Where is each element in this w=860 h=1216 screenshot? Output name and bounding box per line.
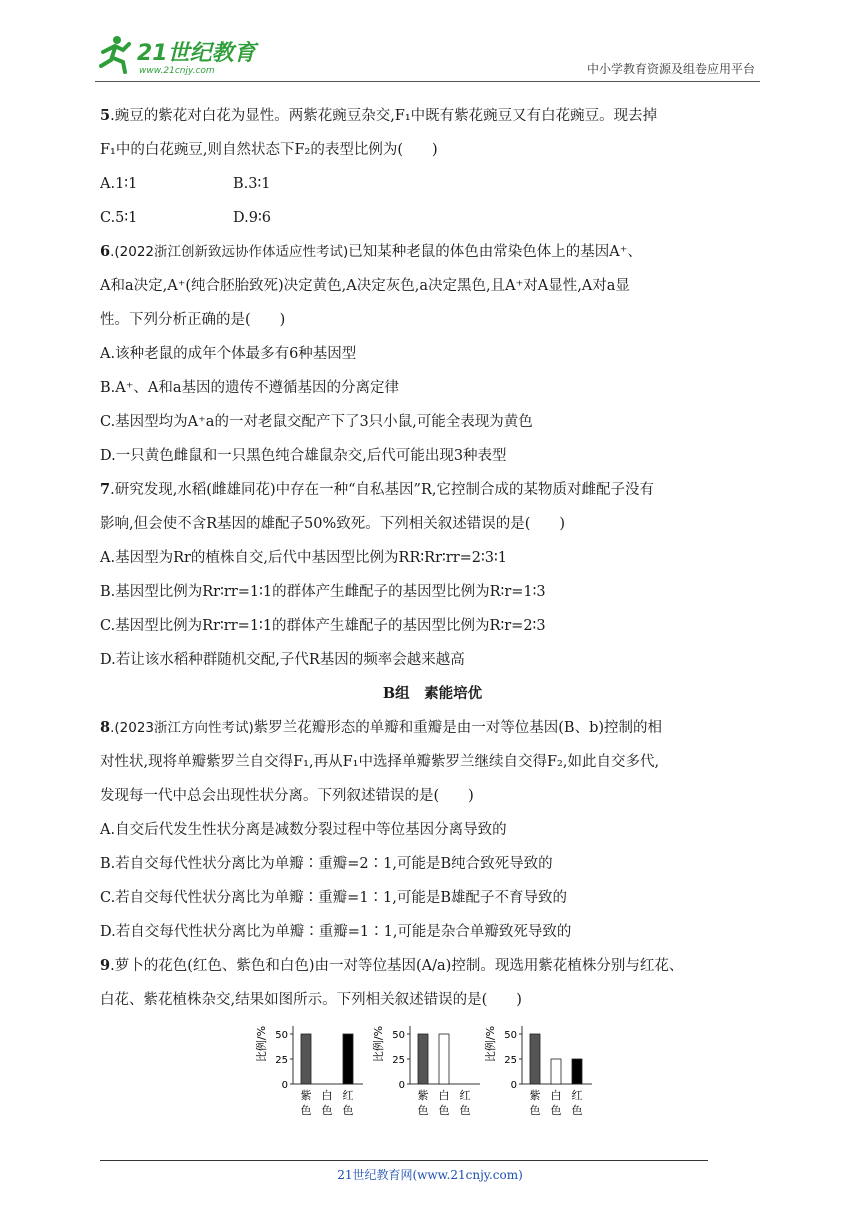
q7-option-d: D.若让该水稻种群随机交配,子代R基因的频率会越来越高 (100, 652, 465, 668)
chart-2-category-label: 红 (459, 1089, 471, 1102)
chart-3-category-label: 紫 (529, 1089, 541, 1102)
q5-line2: F₁中的白花豌豆,则自然状态下F₂的表型比例为( ) (100, 142, 438, 158)
q5-option-b: B.3∶1 (233, 176, 271, 192)
logo (95, 32, 285, 76)
q5-option-d: D.9∶6 (233, 210, 271, 226)
chart-2-category-label: 白 (438, 1089, 450, 1102)
q5-option-c: C.5∶1 (100, 210, 138, 226)
q7-option-c: C.基因型比例为Rr∶rr=1∶1的群体产生雄配子的基因型比例为R∶r=2∶3 (100, 618, 546, 634)
chart-1-category-label: 红 (342, 1089, 354, 1102)
q5-number: 5 (100, 107, 111, 124)
chart-1-category-label: 色 (321, 1104, 333, 1117)
q7-option-b: B.基因型比例为Rr∶rr=1∶1的群体产生雌配子的基因型比例为R∶r=1∶3 (100, 584, 546, 600)
q7-line2: 影响,但会使不含R基因的雄配子50%致死。下列相关叙述错误的是( ) (100, 516, 566, 532)
chart-3-bar (572, 1059, 582, 1084)
q6-number: 6 (100, 243, 111, 260)
q9-line2: 白花、紫花植株杂交,结果如图所示。下列相关叙述错误的是( ) (100, 992, 522, 1008)
chart-3-category-label: 红 (571, 1089, 583, 1102)
q8-option-d: D.若自交每代性状分离比为单瓣∶重瓣=1∶1,可能是杂合单瓣致死导致的 (100, 924, 572, 940)
q5-line1: 5.豌豆的紫花对白花为显性。两紫花豌豆杂交,F₁中既有紫花豌豆又有白花豌豆。现去掉 (100, 107, 658, 124)
runner-icon (101, 36, 129, 72)
q6-line2: A和a决定,A⁺(纯合胚胎致死)决定黄色,A决定灰色,a决定黑色,且A⁺对A显性,A对a显 (100, 278, 630, 294)
chart-1-category-label: 色 (342, 1104, 354, 1117)
footer-text: 21世纪教育网(www.21cnjy.com) (337, 1168, 523, 1182)
q8-option-b: B.若自交每代性状分离比为单瓣∶重瓣=2∶1,可能是B纯合致死导致的 (100, 856, 553, 872)
header-platform-text: 中小学教育资源及组卷应用平台 (586, 62, 755, 76)
q8-number: 8 (100, 719, 111, 736)
q8-option-a: A.自交后代发生性状分离是减数分裂过程中等位基因分离导致的 (100, 822, 507, 838)
chart-2-category-label: 色 (417, 1104, 429, 1117)
chart-3-bar (551, 1059, 561, 1084)
q6-source: .(2022浙江创新致远协作体适应性考试) (110, 244, 349, 260)
q9-figure (255, 1016, 615, 1126)
chart-2-bar (439, 1034, 449, 1084)
chart-3-category-label: 白 (550, 1089, 562, 1102)
chart-1-category-label: 紫 (300, 1089, 312, 1102)
q7-option-a: A.基因型为Rr的植株自交,后代中基因型比例为RR∶Rr∶rr=2∶3∶1 (100, 550, 508, 566)
q8-line3: 发现每一代中总会出现性状分离。下列叙述错误的是( ) (100, 788, 474, 804)
q9-number: 9 (100, 957, 111, 974)
q7-number: 7 (100, 481, 111, 498)
header-divider (95, 81, 760, 82)
logo-text: 21世纪教育 (137, 41, 256, 66)
q8-source: .(2023浙江方向性考试) (110, 720, 254, 736)
chart-3-tick-label: 25 (504, 1055, 517, 1066)
logo-url: www.21cnjy.com (139, 66, 215, 76)
chart-3-ylabel: 比例/% (484, 1025, 497, 1063)
chart-1-ylabel: 比例/% (255, 1025, 268, 1063)
q8-line1: 8.(2023浙江方向性考试)紫罗兰花瓣形态的单瓣和重瓣是由一对等位基因(B、b)控制的相 (100, 719, 663, 736)
q6-option-b: B.A⁺、A和a基因的遗传不遵循基因的分离定律 (100, 380, 400, 396)
chart-1-tick-label: 25 (275, 1055, 288, 1066)
chart-3-tick-label: 50 (504, 1030, 517, 1041)
footer-divider (100, 1160, 708, 1161)
chart-3-tick-label: 0 (510, 1080, 517, 1091)
chart-2-category-label: 色 (459, 1104, 471, 1117)
chart-2-tick-label: 50 (392, 1030, 405, 1041)
chart-3-category-label: 色 (571, 1104, 583, 1117)
chart-2-category-label: 色 (438, 1104, 450, 1117)
chart-1-tick-label: 50 (275, 1030, 288, 1041)
chart-3-category-label: 色 (550, 1104, 562, 1117)
q6-line1: 6.(2022浙江创新致远协作体适应性考试)已知某种老鼠的体色由常染色体上的基因A⁺、 (100, 243, 642, 260)
chart-1-category-label: 色 (300, 1104, 312, 1117)
chart-2-bar (418, 1034, 428, 1084)
q8-option-c: C.若自交每代性状分离比为单瓣∶重瓣=1∶1,可能是B雄配子不育导致的 (100, 890, 568, 906)
chart-1-bar (343, 1034, 353, 1084)
q6-option-a: A.该种老鼠的成年个体最多有6种基因型 (100, 346, 357, 362)
chart-1-bar (301, 1034, 311, 1084)
chart-1-tick-label: 0 (281, 1080, 288, 1091)
chart-2-tick-label: 25 (392, 1055, 405, 1066)
q5-option-a: A.1∶1 (100, 176, 138, 192)
bar-charts (255, 1016, 615, 1126)
page-header (95, 30, 760, 82)
chart-3-bar (530, 1034, 540, 1084)
chart-2-tick-label: 0 (398, 1080, 405, 1091)
q6-option-d: D.一只黄色雌鼠和一只黑色纯合雄鼠杂交,后代可能出现3种表型 (100, 448, 507, 464)
chart-1-category-label: 白 (321, 1089, 333, 1102)
chart-2-ylabel: 比例/% (372, 1025, 385, 1063)
q9-line1: 9.萝卜的花色(红色、紫色和白色)由一对等位基因(A/a)控制。现选用紫花植株分别与红花、 (100, 957, 684, 974)
section-b-title: B组 素能培优 (382, 685, 483, 702)
chart-3-category-label: 色 (529, 1104, 541, 1117)
q8-line2: 对性状,现将单瓣紫罗兰自交得F₁,再从F₁中选择单瓣紫罗兰继续自交得F₂,如此自交多代, (100, 754, 660, 770)
q6-option-c: C.基因型均为A⁺a的一对老鼠交配产下了3只小鼠,可能全表现为黄色 (100, 414, 533, 430)
chart-2-category-label: 紫 (417, 1089, 429, 1102)
q6-line3: 性。下列分析正确的是( ) (100, 312, 286, 328)
q7-line1: 7.研究发现,水稻(雌雄同花)中存在一种“自私基因”R,它控制合成的某物质对雌配子没有 (100, 481, 654, 498)
